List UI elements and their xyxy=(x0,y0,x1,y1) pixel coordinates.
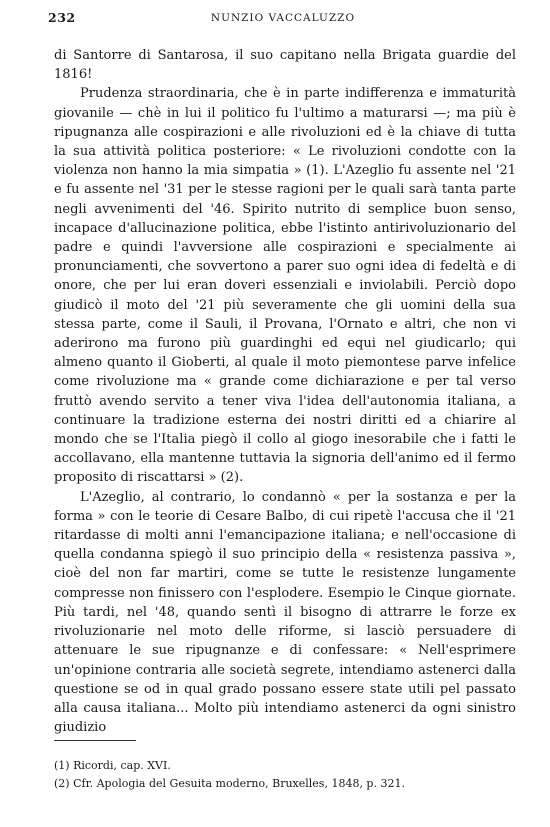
paragraph: L'Azeglio, al contrario, lo condannò « per la sostanza e per la forma » con le teorie di Cesare Balbo, di cui ripetè l'accusa che il '21 ritardasse di molti anni l'emancipazione italiana; e nell'occasione di quella condanna spiegò il suo principio della « resistenza passiva », cioè del non far martiri, come se tutte le resistenze lungamente compresse non finissero con l'esplodere. Esempio le Cinque giornate. Più tardi, nel '48, quando sentì il bisogno di attrarre le forze ex rivoluzionarie nel moto delle riforme, si lasciò persuadere di attenuare le sue ripugnanze e di confessare: « Nell'esprimere un'opinione contraria alle società segrete, intendiamo astenerci dalla questione se od in qual grado possano essere state utili pel passato alla causa italiana... Molto più intendiamo astenerci da ogni sinistro giudizio xyxy=(54,489,516,736)
body-text xyxy=(54,46,516,737)
footnotes xyxy=(54,757,516,793)
paragraph: di Santorre di Santarosa, il suo capitano nella Brigata guardie del 1816! xyxy=(54,48,516,83)
running-head: NUNZIO VACCALUZZO xyxy=(210,12,356,24)
page-number: 232 xyxy=(48,10,76,25)
footnote-divider xyxy=(54,740,136,741)
footnote: (1) Ricordi, cap. XVI. xyxy=(54,759,171,772)
footnote: (2) Cfr. Apologia del Gesuita moderno, Bruxelles, 1848, p. 321. xyxy=(54,777,405,790)
paragraph: Prudenza straordinaria, che è in parte indifferenza e immaturità giovanile — chè in lui il politico fu l'ultimo a maturarsi —; ma più è ripugnanza alle cospirazioni e alle rivoluzioni ed è la chiave di tutta la sua attività politica posteriore: « Le rivoluzioni condotte con la violenza non hanno la mia simpatia » (1). L'Azeglio fu assente nel '21 e fu assente nel '31 per le stesse ragioni per le quali sarà tanta parte negli avvenimenti del '46. Spirito nutrito di semplice buon senso, incapace d'allucinazione politica, ebbe l'istinto antirivoluzionario del padre e quindi l'avversione alle cospirazioni e specialmente ai pronunciamenti, che sovvertono a parer suo ogni idea di fedeltà e di onore, che per lui eran doveri essenziali e inviolabili. Perciò dopo giudicò il moto del '21 più severamente che gli uomini della sua stessa parte, come il Sauli, il Provana, l'Ornato e altri, che non vi aderirono ma furono più guardinghi ed equi nel giudicarlo; qui almeno quanto il Gioberti, al quale il moto piemontese parve infelice come rivoluzione ma « grande come dichiarazione e per tal verso fruttò avendo servito a tener viva l'idea dell'autonomia italiana, a continuare la tradizione esterna dei nostri diritti ed a chiarire al mondo che se l'Italia piegò il collo al giogo inesorabile che i fatti le accollavano, ella mantenne tuttavia la signoria dell'animo ed il fermo proposito di riscattarsi » (2). xyxy=(54,86,516,486)
page-header xyxy=(48,10,518,28)
